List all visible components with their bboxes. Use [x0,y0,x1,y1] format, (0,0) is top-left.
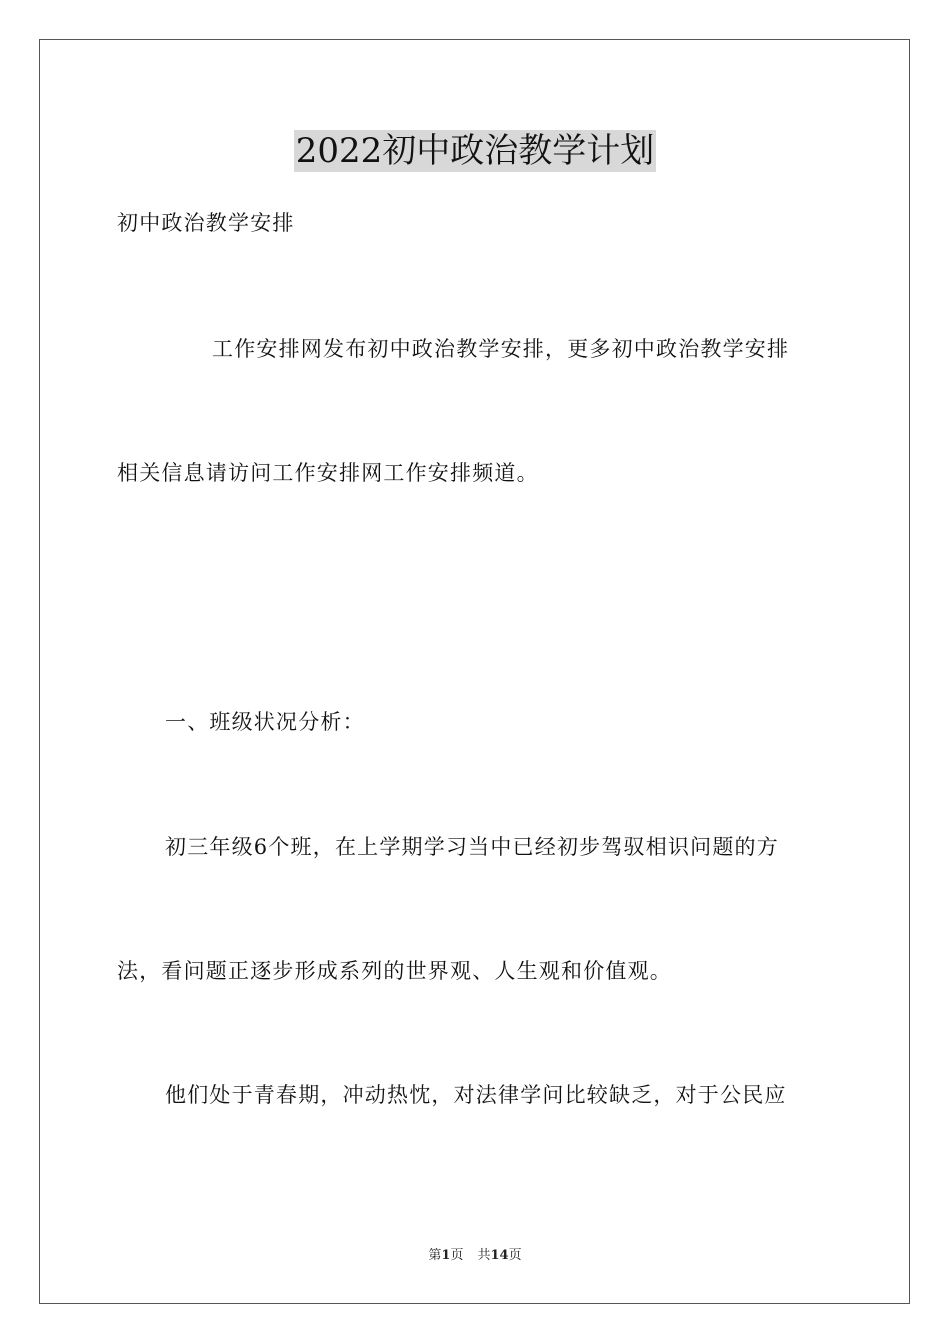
document-title: 2022初中政治教学计划 [295,131,655,171]
footer-page-prefix: 第 [428,1248,442,1263]
paragraph-3-line-2: 法，看问题正逐步形成系列的世界观、人生观和价值观。 [117,959,672,983]
footer-page-total: 14 [490,1248,509,1263]
footer-total-prefix: 共 [477,1248,491,1263]
document-title-wrapper [0,130,950,172]
footer-page-suffix: 页 [450,1248,464,1263]
paragraph-1-line-2: 相关信息请访问工作安排网工作安排频道。 [117,461,539,485]
paragraph-4-line-1: 他们处于青春期，冲动热忱，对法律学问比较缺乏，对于公民应 [165,1083,787,1107]
page-footer [0,1247,950,1265]
paragraph-1-line-1: 工作安排网发布初中政治教学安排，更多初中政治教学安排 [212,337,790,361]
document-subtitle: 初中政治教学安排 [117,211,295,235]
footer-total-suffix: 页 [508,1248,522,1263]
section-heading: 一、班级状况分析： [165,710,365,734]
paragraph-3-line-1: 初三年级6个班，在上学期学习当中已经初步驾驭相识问题的方 [165,835,779,859]
footer-page-current: 1 [441,1248,451,1263]
